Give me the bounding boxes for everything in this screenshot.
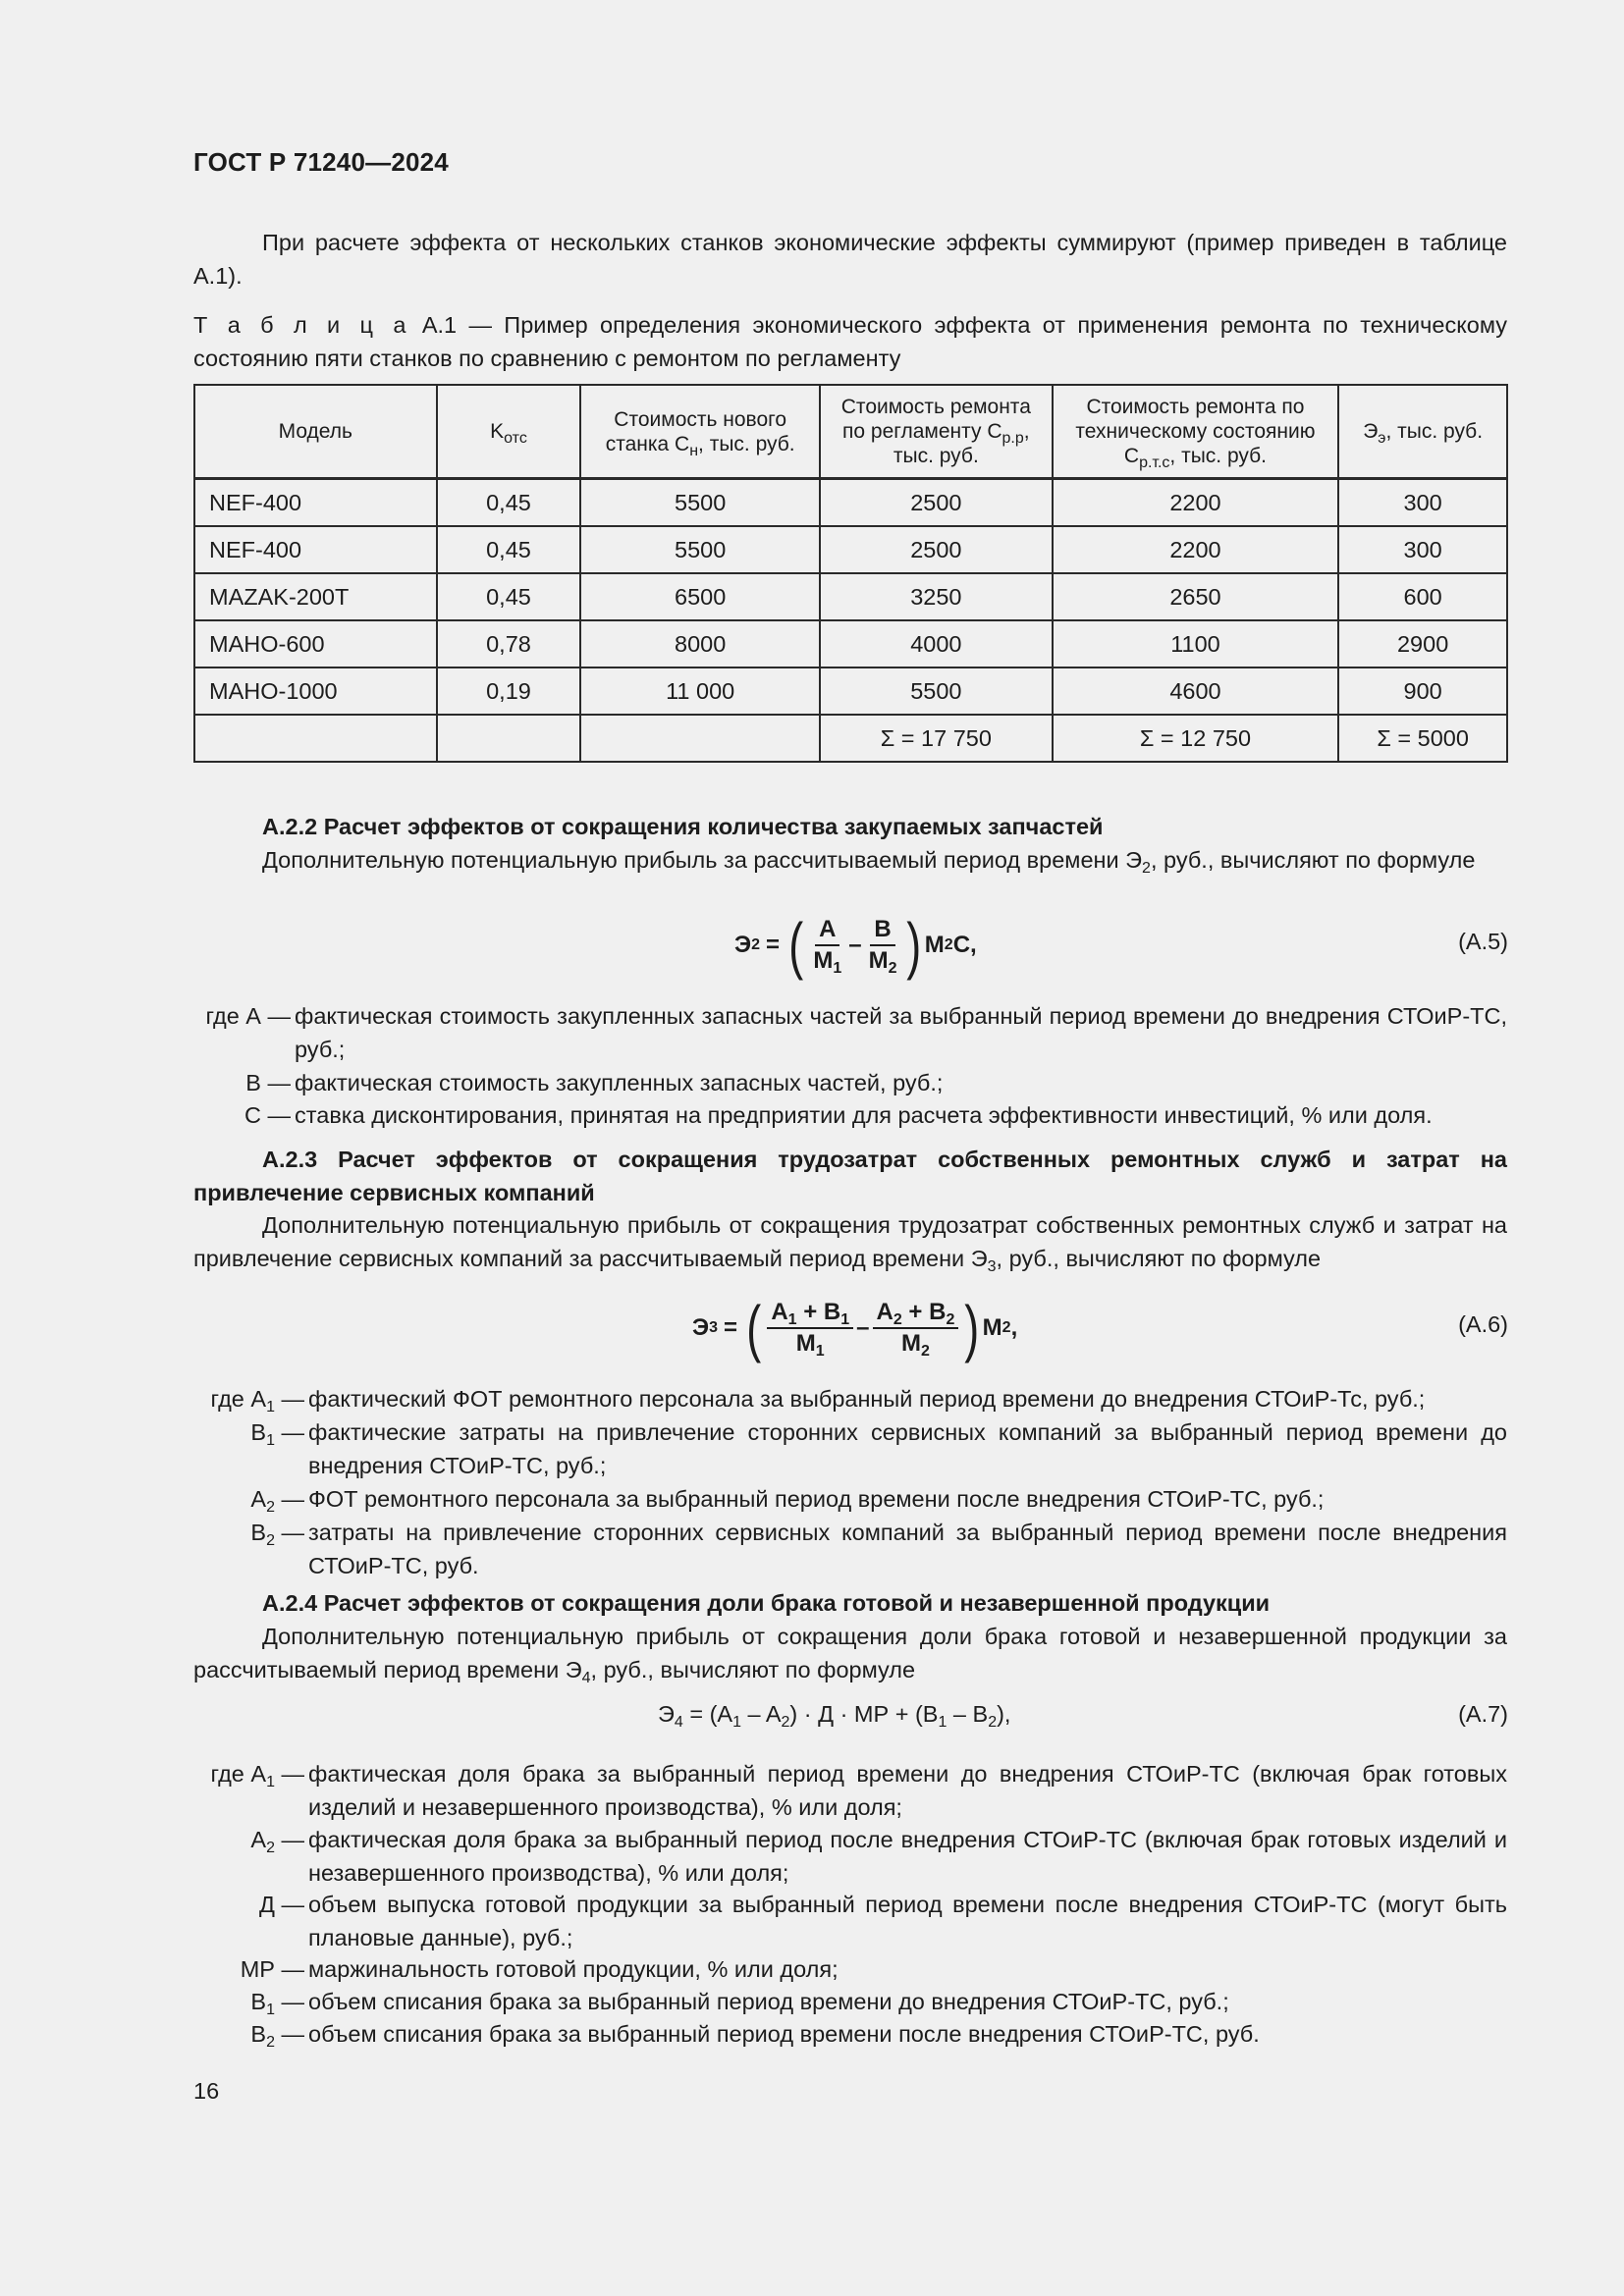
- cell-model: MAZAK-200T: [194, 573, 437, 620]
- cell-new-cost: 11 000: [580, 667, 820, 715]
- cell-new-cost: 8000: [580, 620, 820, 667]
- cell-new-cost: 6500: [580, 573, 820, 620]
- cell-total-k: [437, 715, 581, 762]
- cell-k: 0,19: [437, 667, 581, 715]
- section-heading-a224: А.2.4 Расчет эффектов от сокращения доли брака готовой и незавершенной продукции: [262, 1590, 1271, 1616]
- cell-model: NEF-400: [194, 479, 437, 527]
- cell-tech-cost: 2650: [1053, 573, 1339, 620]
- cell-tech-cost: 4600: [1053, 667, 1339, 715]
- table-caption-label: Т а б л и ц а: [193, 312, 410, 338]
- table-totals-row: [194, 715, 1507, 762]
- formula-a7: $Э_4 = (A_1 - A_2) \cdot Д$ · МР + $(B_1 - B_2)$,: [658, 1701, 1011, 1731]
- table-row: [194, 526, 1507, 573]
- cell-effect: 600: [1338, 573, 1507, 620]
- table-caption: [193, 308, 1507, 375]
- cell-new-cost: 5500: [580, 526, 820, 573]
- section-text-a223: Дополнительную потенциальную прибыль от сокращения трудозатрат собственных ремонтных служб и затрат на привлечение сервисных компаний за рассчитываемый период времени $Э_3$, руб., вычисляют по формуле: [193, 1212, 1507, 1275]
- cell-tech-cost: 2200: [1053, 526, 1339, 573]
- table-row: [194, 620, 1507, 667]
- col-header-reg-cost: Стоимость ремонта по регламенту $C_{р.р}$, тыс. руб.: [820, 385, 1053, 479]
- table-row: [194, 573, 1507, 620]
- cell-reg-cost: 2500: [820, 526, 1053, 573]
- cell-effect: 2900: [1338, 620, 1507, 667]
- document-header: ГОСТ Р 71240—2024: [193, 147, 449, 177]
- cell-effect: 300: [1338, 479, 1507, 527]
- cell-total-tech: Σ = 12 750: [1053, 715, 1339, 762]
- cell-reg-cost: 5500: [820, 667, 1053, 715]
- cell-k: 0,45: [437, 573, 581, 620]
- effect-table: [193, 384, 1508, 763]
- formula-a6: Э 3 = ( $\frac{A_1 + B_1}{M_1}$ – $\frac{A_2 + B_2}{M_2}$ ) M 2 ,: [692, 1293, 1018, 1363]
- cell-tech-cost: 1100: [1053, 620, 1339, 667]
- cell-k: 0,45: [437, 479, 581, 527]
- cell-total-model: [194, 715, 437, 762]
- cell-effect: 900: [1338, 667, 1507, 715]
- fraction-a1b1-m1: $\frac{A_1 + B_1}{M_1}$: [767, 1300, 853, 1357]
- equation-number-a6: (А.6): [1458, 1311, 1508, 1337]
- col-header-k: $K_{отс}$: [437, 385, 581, 479]
- cell-model: MAHO-600: [194, 620, 437, 667]
- section-heading-a222: А.2.2 Расчет эффектов от сокращения количества закупаемых запчастей: [262, 814, 1104, 839]
- col-header-model: Модель: [194, 385, 437, 479]
- cell-reg-cost: 2500: [820, 479, 1053, 527]
- fraction-a2b2-m2: $\frac{A_2 + B_2}{M_2}$: [873, 1300, 959, 1357]
- fraction-b-m2: $\frac{B}{M_2}$: [868, 916, 897, 977]
- cell-total-new: [580, 715, 820, 762]
- close-paren: ): [906, 910, 922, 981]
- open-paren: (: [788, 910, 804, 981]
- cell-reg-cost: 4000: [820, 620, 1053, 667]
- table-row: [194, 667, 1507, 715]
- document-page: ГОСТ Р 71240—2024 При расчете эффекта от нескольких станков экономические эффекты суммируют (пример приведен в таблице А.1). Т а б л и ц а А.1 — Пример определения экономического эффекта от применения ремонта по техническому состоянию пяти станков по сравнению с ремонтом по регламенту Модель $K_{отс}$ Стоимость нового станка $C_н$, тыс. руб. Стоимость ремонта по регламенту $C_{р.р}$, тыс. руб. Стоимость ремонта по техническому состоянию $C_{р.т.с}$, тыс. руб. $Э_э$, тыс. руб. NEF-400 0,45 5500 2500 2200 300 NEF-400 0,45 5500 2500 2200 300 MAZAK-200T 0,45 6500 3250 2650 600 MAHO-600 0,78 8000 4000 1100 2900 MAHO-1000 0,19 11 000 5500 4600 900 Σ = 17 750 Σ = 12 750 Σ = 5000 А.2.2 Расчет эффектов от сокращения количества закупаемых запчастей Дополнительную потенциальную прибыль за рассчитываемый период времени $Э_2$, руб., вычисляют по формуле Э 2 = ( $\frac{A}{M_1}$ – $\frac{B}{M_2}$ ) M 2 C, (А.5) где А — фактическая стоимость закупленных запасных частей за выбранный период времени до внедрения СТОиР-ТС, руб.; В — фактическая стоимость закупленных запасных частей, руб.; С — ставка дисконтирования, принятая на предприятии для расчета эффективности инвестиций, % или доля. А.2.3 Расчет эффектов от сокращения трудозатрат собственных ремонтных служб и затрат на привлечение сервисных компаний Дополнительную потенциальную прибыль от сокращения трудозатрат собственных ремонтных служб и затрат на привлечение сервисных компаний за рассчитываемый период времени $Э_3$, руб., вычисляют по формуле Э 3 = ( $\frac{A_1 + B_1}{M_1}$ – $\frac{A_2 + B_2}{M_2}$ ) M 2 , (А.6) где $A_1$ — фактический ФОТ ремонтного персонала за выбранный период времени до внедрения СТОиР-Тс, руб.; $B_1$ — фактические затраты на привлечение сторонних сервисных компаний за выбранный период времени до внедрения СТОиР-ТС, руб.; $A_2$ — ФОТ ремонтного персонала за выбранный период времени после внедрения СТОиР-ТС, руб.; $B_2$ — затраты на привлечение сторонних сервисных компаний за выбранный период времени после внедрения СТОиР-ТС, руб. А.2.4 Расчет эффектов от сокращения доли брака готовой и незавершенной продукции Дополнительную потенциальную прибыль от сокращения доли брака готовой и незавершенной продукции за рассчитываемый период времени $Э_4$, руб., вычисляют по формуле $Э_4 = (A_1 - A_2) \cdot Д$ · МР + $(B_1 - B_2)$, (А.7) где $A_1$ — фактическая доля брака за выбранный период времени до внедрения СТОиР-ТС (включая брак готовых изделий и незавершенного производства), % или доля; $A_2$ — фактическая доля брака за выбранный период после внедрения СТОиР-ТС (включая брак готовых изделий и незавершенного производства), % или доля; Д — объем выпуска готовой продукции за выбранный период времени после внедрения СТОиР-ТС (могут быть плановые данные), руб.; МР — маржинальность готовой продукции, % или доля; $B_1$ — объем списания брака за выбранный период времени до внедрения СТОиР-ТС, руб.; $B_2$ — объем списания брака за выбранный период времени после внедрения СТОиР-ТС, руб. 16: [0, 0, 1624, 2296]
- cell-k: 0,45: [437, 526, 581, 573]
- cell-effect: 300: [1338, 526, 1507, 573]
- col-header-new-cost: Стоимость нового станка $C_н$, тыс. руб.: [580, 385, 820, 479]
- cell-new-cost: 5500: [580, 479, 820, 527]
- page-number: 16: [193, 2078, 220, 2104]
- col-header-tech-cost: Стоимость ремонта по техническому состоянию $C_{р.т.с}$, тыс. руб.: [1053, 385, 1339, 479]
- cell-reg-cost: 3250: [820, 573, 1053, 620]
- fraction-a-m1: $\frac{A}{M_1}$: [813, 916, 842, 977]
- cell-total-reg: Σ = 17 750: [820, 715, 1053, 762]
- cell-model: MAHO-1000: [194, 667, 437, 715]
- close-paren: ): [964, 1293, 980, 1363]
- equation-number-a5: (А.5): [1458, 929, 1508, 954]
- section-text-a224: Дополнительную потенциальную прибыль от сокращения доли брака готовой и незавершенной продукции за рассчитываемый период времени $Э_4$, руб., вычисляют по формуле: [193, 1624, 1507, 1686]
- table-caption-text: А.1 — Пример определения экономического эффекта от применения ремонта по техническому состоянию пяти станков по сравнению с ремонтом по регламенту: [193, 312, 1508, 371]
- equation-number-a7: (А.7): [1458, 1701, 1508, 1727]
- cell-model: NEF-400: [194, 526, 437, 573]
- intro-paragraph: При расчете эффекта от нескольких станков экономические эффекты суммируют (пример приведен в таблице А.1).: [193, 230, 1507, 289]
- cell-total-effect: Σ = 5000: [1338, 715, 1507, 762]
- open-paren: (: [746, 1293, 762, 1363]
- col-header-effect: $Э_э$, тыс. руб.: [1338, 385, 1507, 479]
- cell-tech-cost: 2200: [1053, 479, 1339, 527]
- section-text-a222: Дополнительную потенциальную прибыль за рассчитываемый период времени $Э_2$, руб., вычисляют по формуле: [262, 847, 1476, 877]
- formula-a5: Э 2 = ( $\frac{A}{M_1}$ – $\frac{B}{M_2}$ ) M 2 C,: [734, 910, 977, 981]
- table-header-row: [194, 385, 1507, 479]
- table-row: [194, 479, 1507, 527]
- section-heading-a223: А.2.3 Расчет эффектов от сокращения трудозатрат собственных ремонтных служб и затрат на привлечение сервисных компаний: [193, 1147, 1507, 1205]
- cell-k: 0,78: [437, 620, 581, 667]
